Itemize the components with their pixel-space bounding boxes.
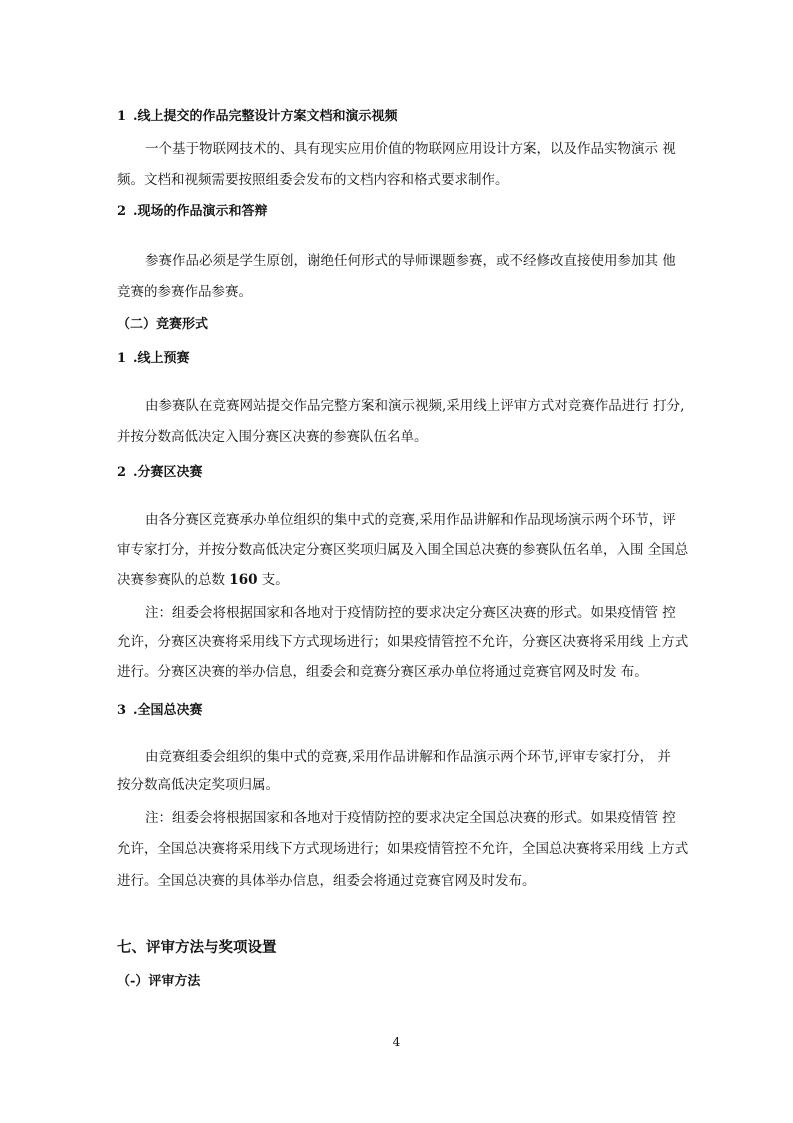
text-span: 注：组委会将根据国家和各地对于疫情防控的要求决定全国总决赛的形式。如果疫情管 控 (145, 810, 676, 826)
paragraph-line (0, 572, 793, 588)
paragraph-line (0, 605, 793, 621)
text-span: 决赛参赛队的总数 (117, 572, 230, 588)
paragraph-line (0, 172, 793, 188)
text-span: 允许，分赛区决赛将采用线下方式现场进行；如果疫情管控不允许，分赛区决赛将采用线 上方式 (117, 634, 689, 650)
heading-text: .全国总决赛 (133, 703, 203, 718)
subsection-heading: （-）评审方法 (117, 974, 201, 989)
page-number: 4 (392, 1035, 401, 1049)
paragraph-line (0, 284, 793, 300)
form-heading-3 (0, 703, 793, 719)
section-heading-1 (0, 109, 793, 125)
section-heading-2 (0, 204, 793, 220)
heading-number: 3 (117, 703, 127, 718)
text-span: 按分数高低决定奖项归属。 (117, 777, 279, 793)
heading-text: .现场的作品演示和答辩 (133, 204, 268, 219)
text-span: 允许，全国总决赛将采用线下方式现场进行；如果疫情管控不允许，全国总决赛将采用线 上方式 (117, 841, 689, 857)
team-count: 160 (229, 572, 258, 588)
heading-text: .分赛区决赛 (133, 465, 203, 480)
heading-text: .线上提交的作品完整设计方案文档和演示视频 (133, 109, 398, 124)
text-span: 并按分数高低决定入围分赛区决赛的参赛队伍名单。 (117, 429, 428, 445)
paragraph-line (0, 634, 793, 650)
paragraph-line (0, 429, 793, 445)
heading-number: 2 (117, 204, 127, 219)
text-span: 进行。全国总决赛的具体举办信息，组委会将通过竞赛官网及时发布。 (117, 873, 536, 889)
paragraph-line (0, 777, 793, 793)
paragraph-line (0, 542, 793, 558)
heading-number: 2 (117, 465, 127, 480)
text-span: 审专家打分，并按分数高低决定分赛区奖项归属及入围全国总决赛的参赛队伍名单，入围 全国总 (117, 542, 689, 558)
paragraph-line (0, 512, 793, 528)
heading-number: 1 (117, 351, 127, 366)
text-span: 一个基于物联网技术的、具有现实应用价值的物联网应用设计方案，以及作品实物演示 视 (145, 141, 676, 157)
paragraph-line (0, 841, 793, 857)
text-span: 参赛作品必须是学生原创，谢绝任何形式的导师课题参赛，或不经修改直接使用参加其 他 (145, 253, 676, 269)
text-span: 由各分赛区竞赛承办单位组织的集中式的竞赛,采用作品讲解和作品现场演示两个环节，评 (145, 512, 676, 528)
text-span: 进行。分赛区决赛的举办信息，组委会和竞赛分赛区承办单位将通过竞赛官网及时发 布。 (117, 664, 648, 680)
text-span: 竞赛的参赛作品参赛。 (117, 284, 252, 300)
paragraph-line (0, 749, 793, 765)
paragraph-line (0, 398, 793, 414)
form-heading-1 (0, 351, 793, 367)
heading-text: .线上预赛 (133, 351, 190, 366)
text-span: 频。文档和视频需要按照组委会发布的文档内容和格式要求制作。 (117, 172, 509, 188)
chapter-heading: 七、评审方法与奖项设置 (117, 939, 277, 956)
paragraph-line (0, 664, 793, 680)
text-span: 注：组委会将根据国家和各地对于疫情防控的要求决定分赛区决赛的形式。如果疫情管 控 (145, 605, 676, 621)
paragraph-line (0, 141, 680, 157)
paragraph-line (0, 810, 793, 826)
text-span: 支。 (257, 572, 289, 588)
form-heading-2 (0, 465, 793, 481)
subsection-heading: （二）竞赛形式 (117, 317, 209, 332)
paragraph-line (0, 873, 793, 889)
text-span: 由竞赛组委会组织的集中式的竞赛,采用作品讲解和作品演示两个环节,评审专家打分， 并 (145, 749, 671, 765)
text-span: 由参赛队在竞赛网站提交作品完整方案和演示视频,采用线上评审方式对竞赛作品进行 打分, (145, 398, 685, 414)
paragraph-line (0, 253, 793, 269)
heading-number: 1 (117, 109, 127, 124)
